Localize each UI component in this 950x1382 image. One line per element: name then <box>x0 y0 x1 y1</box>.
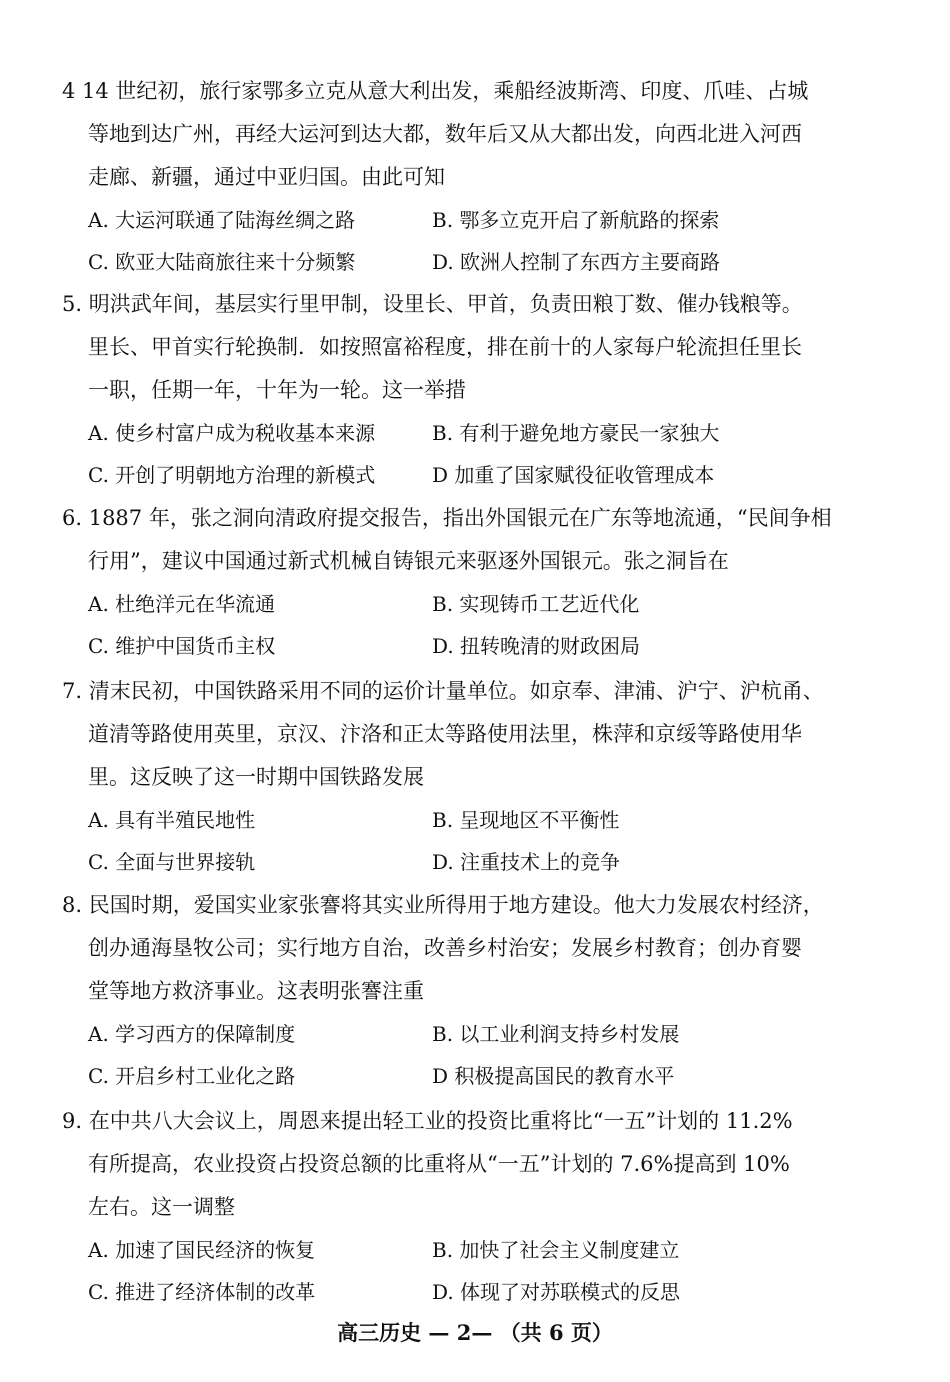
question-stem-line: 走廊、新疆，通过中亚归国。由此可知 <box>88 165 445 189</box>
question-stem-line: 左右。这一调整 <box>88 1195 235 1219</box>
option-d: D. 注重技术上的竞争 <box>432 850 621 874</box>
question-8 <box>62 884 892 1097</box>
option-c: C. 维护中国货币主权 <box>88 634 276 658</box>
question-stem-line: 里长、甲首实行轮换制．如按照富裕程度，排在前十的人家每户轮流担任里长 <box>88 335 802 359</box>
option-d: D. 体现了对苏联模式的反思 <box>432 1280 681 1304</box>
option-b: B. 以工业利润支持乡村发展 <box>432 1022 680 1046</box>
option-row <box>62 454 892 496</box>
option-c: C. 全面与世界接轨 <box>88 850 256 874</box>
question-9 <box>62 1100 892 1313</box>
question-stem-line: 道清等路使用英里，京汉、汴洛和正太等路使用法里，株萍和京绥等路使用华 <box>88 722 802 746</box>
option-b: B. 呈现地区不平衡性 <box>432 808 620 832</box>
option-b: B. 有利于避免地方豪民一家独大 <box>432 421 720 445</box>
option-c: C. 开创了明朝地方治理的新模式 <box>88 463 376 487</box>
option-b: B. 实现铸币工艺近代化 <box>432 592 640 616</box>
question-6 <box>62 497 892 667</box>
question-stem-line: 等地到达广州，再经大运河到达大都，数年后又从大都出发，向西北进入河西 <box>88 122 802 146</box>
option-row <box>62 841 892 883</box>
option-d: D 加重了国家赋役征收管理成本 <box>432 463 715 487</box>
question-stem-line: 4 14 世纪初，旅行家鄂多立克从意大利出发，乘船经波斯湾、印度、爪哇、占城 <box>62 79 809 103</box>
option-d: D. 欧洲人控制了东西方主要商路 <box>432 250 721 274</box>
option-b: B. 鄂多立克开启了新航路的探索 <box>432 208 720 232</box>
page-footer: 高三历史 — 2— （共 6 页） <box>337 1320 613 1345</box>
option-row <box>62 241 892 283</box>
option-row <box>62 799 892 841</box>
question-stem-line: 7. 清末民初，中国铁路采用不同的运价计量单位。如京奉、津浦、沪宁、沪杭甬、 <box>62 679 824 703</box>
option-c: C. 推进了经济体制的改革 <box>88 1280 316 1304</box>
option-b: B. 加快了社会主义制度建立 <box>432 1238 680 1262</box>
option-row <box>62 1229 892 1271</box>
option-row <box>62 412 892 454</box>
option-d: D. 扭转晚清的财政困局 <box>432 634 641 658</box>
question-stem-line: 9. 在中共八大会议上，周恩来提出轻工业的投资比重将比“一五”计划的 11.2% <box>62 1109 793 1133</box>
question-5 <box>62 283 892 496</box>
question-stem-line: 一职，任期一年，十年为一轮。这一举措 <box>88 378 466 402</box>
option-a: A. 加速了国民经济的恢复 <box>88 1238 316 1262</box>
option-c: C. 欧亚大陆商旅往来十分频繁 <box>88 250 356 274</box>
option-row <box>62 199 892 241</box>
option-row <box>62 1271 892 1313</box>
question-stem-line: 6. 1887 年，张之洞向清政府提交报告，指出外国银元在广东等地流通，“民间争相 <box>62 506 832 530</box>
question-stem-line: 有所提高，农业投资占投资总额的比重将从“一五”计划的 7.6%提高到 10% <box>88 1152 790 1176</box>
option-row <box>62 1013 892 1055</box>
option-row <box>62 583 892 625</box>
option-a: A. 学习西方的保障制度 <box>88 1022 296 1046</box>
question-stem-line: 行用”，建议中国通过新式机械自铸银元来驱逐外国银元。张之洞旨在 <box>88 549 729 573</box>
question-stem-line: 8. 民国时期，爱国实业家张謇将其实业所得用于地方建设。他大力发展农村经济， <box>62 893 824 917</box>
question-stem-line: 里。这反映了这一时期中国铁路发展 <box>88 765 424 789</box>
option-row <box>62 625 892 667</box>
option-c: C. 开启乡村工业化之路 <box>88 1064 296 1088</box>
question-4 <box>62 70 892 283</box>
option-d: D 积极提高国民的教育水平 <box>432 1064 675 1088</box>
question-stem-line: 堂等地方救济事业。这表明张謇注重 <box>88 979 424 1003</box>
option-row <box>62 1055 892 1097</box>
option-a: A. 大运河联通了陆海丝绸之路 <box>88 208 356 232</box>
question-stem-line: 5. 明洪武年间，基层实行里甲制，设里长、甲首，负责田粮丁数、催办钱粮等。 <box>62 292 803 316</box>
option-a: A. 使乡村富户成为税收基本来源 <box>88 421 376 445</box>
question-7 <box>62 670 892 883</box>
option-a: A. 具有半殖民地性 <box>88 808 256 832</box>
option-a: A. 杜绝洋元在华流通 <box>88 592 276 616</box>
question-stem-line: 创办通海垦牧公司；实行地方自治，改善乡村治安；发展乡村教育；创办育婴 <box>88 936 802 960</box>
